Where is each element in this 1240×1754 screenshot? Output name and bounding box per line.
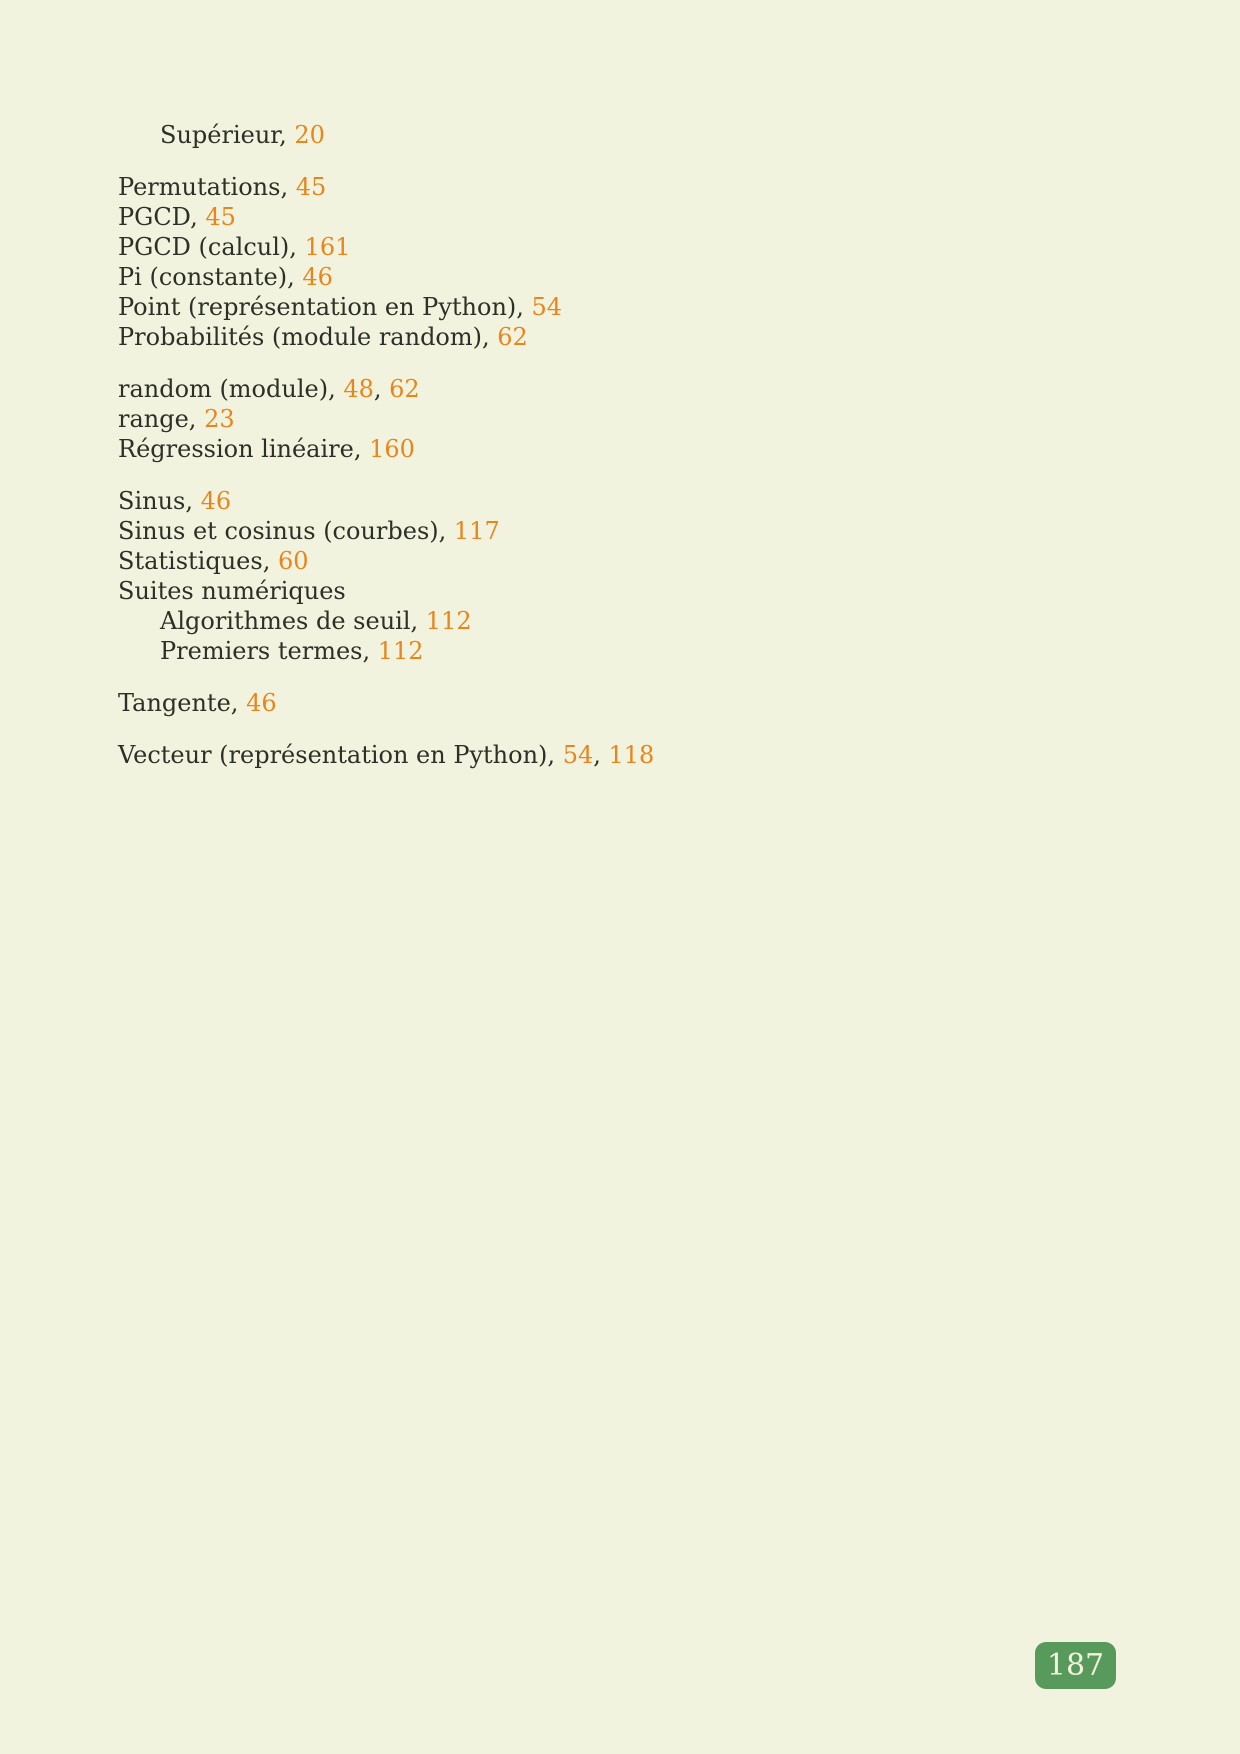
index-entry xyxy=(118,292,1018,322)
index-group xyxy=(118,120,1018,150)
index-entry xyxy=(118,576,1018,606)
index-entry xyxy=(118,516,1018,546)
index-term: Pi (constante), xyxy=(118,263,295,291)
page-ref: 54 xyxy=(531,293,563,321)
index-entry xyxy=(118,404,1018,434)
index-entry xyxy=(118,636,1018,666)
index-entry xyxy=(118,232,1018,262)
index-entry xyxy=(118,374,1018,404)
page-ref: 161 xyxy=(304,233,351,261)
index-term: Tangente, xyxy=(118,689,239,717)
page-ref: 54 xyxy=(562,741,594,769)
index-entry xyxy=(118,322,1018,352)
index-entry xyxy=(118,202,1018,232)
index-group xyxy=(118,374,1018,464)
index-term: Vecteur (représentation en Python), xyxy=(118,741,556,769)
page-ref: 62 xyxy=(497,323,528,351)
index-group xyxy=(118,172,1018,352)
index-entry xyxy=(118,606,1018,636)
index-entry xyxy=(118,688,1018,718)
index-entry xyxy=(118,120,1018,150)
page-ref: 46 xyxy=(246,689,277,717)
page-ref: 62 xyxy=(389,375,420,403)
page-ref: 60 xyxy=(277,547,309,575)
index-term: PGCD (calcul), xyxy=(118,233,297,261)
page-ref: 46 xyxy=(200,487,232,515)
index-group xyxy=(118,486,1018,666)
index-group xyxy=(118,740,1018,770)
index-term: random (module), xyxy=(118,375,336,403)
page-ref: 45 xyxy=(205,203,236,231)
index-list xyxy=(118,120,1018,770)
page-ref: 20 xyxy=(294,121,325,149)
index-term: Algorithmes de seuil, xyxy=(160,607,419,635)
page-ref: 112 xyxy=(425,607,472,635)
page-ref: 46 xyxy=(302,263,333,291)
page-ref-separator: , xyxy=(593,741,609,769)
index-term: Sinus et cosinus (courbes), xyxy=(118,517,447,545)
page-ref: 112 xyxy=(377,637,424,665)
index-entry xyxy=(118,172,1018,202)
page-ref: 23 xyxy=(204,405,235,433)
page-ref: 45 xyxy=(295,173,327,201)
page-ref: 160 xyxy=(369,435,415,463)
index-entry xyxy=(118,486,1018,516)
page-ref-separator: , xyxy=(373,375,390,403)
index-term: Statistiques, xyxy=(118,547,271,575)
index-entry xyxy=(118,434,1018,464)
page-ref: 48 xyxy=(343,375,374,403)
index-term: Supérieur, xyxy=(160,121,287,149)
index-term: PGCD, xyxy=(118,203,198,231)
index-term: Régression linéaire, xyxy=(118,435,362,463)
index-entry xyxy=(118,546,1018,576)
index-term: Permutations, xyxy=(118,173,289,201)
index-entry xyxy=(118,262,1018,292)
index-group xyxy=(118,688,1018,718)
index-term: Premiers termes, xyxy=(160,637,371,665)
index-term: Suites numériques xyxy=(118,577,346,605)
index-term: Probabilités (module random), xyxy=(118,323,490,351)
page-ref: 117 xyxy=(453,517,500,545)
page-ref: 118 xyxy=(608,741,655,769)
index-entry xyxy=(118,740,1018,770)
index-term: Sinus, xyxy=(118,487,193,515)
page-number-badge: 187 xyxy=(1035,1642,1116,1689)
index-term: Point (représentation en Python), xyxy=(118,293,524,321)
index-term: range, xyxy=(118,405,197,433)
